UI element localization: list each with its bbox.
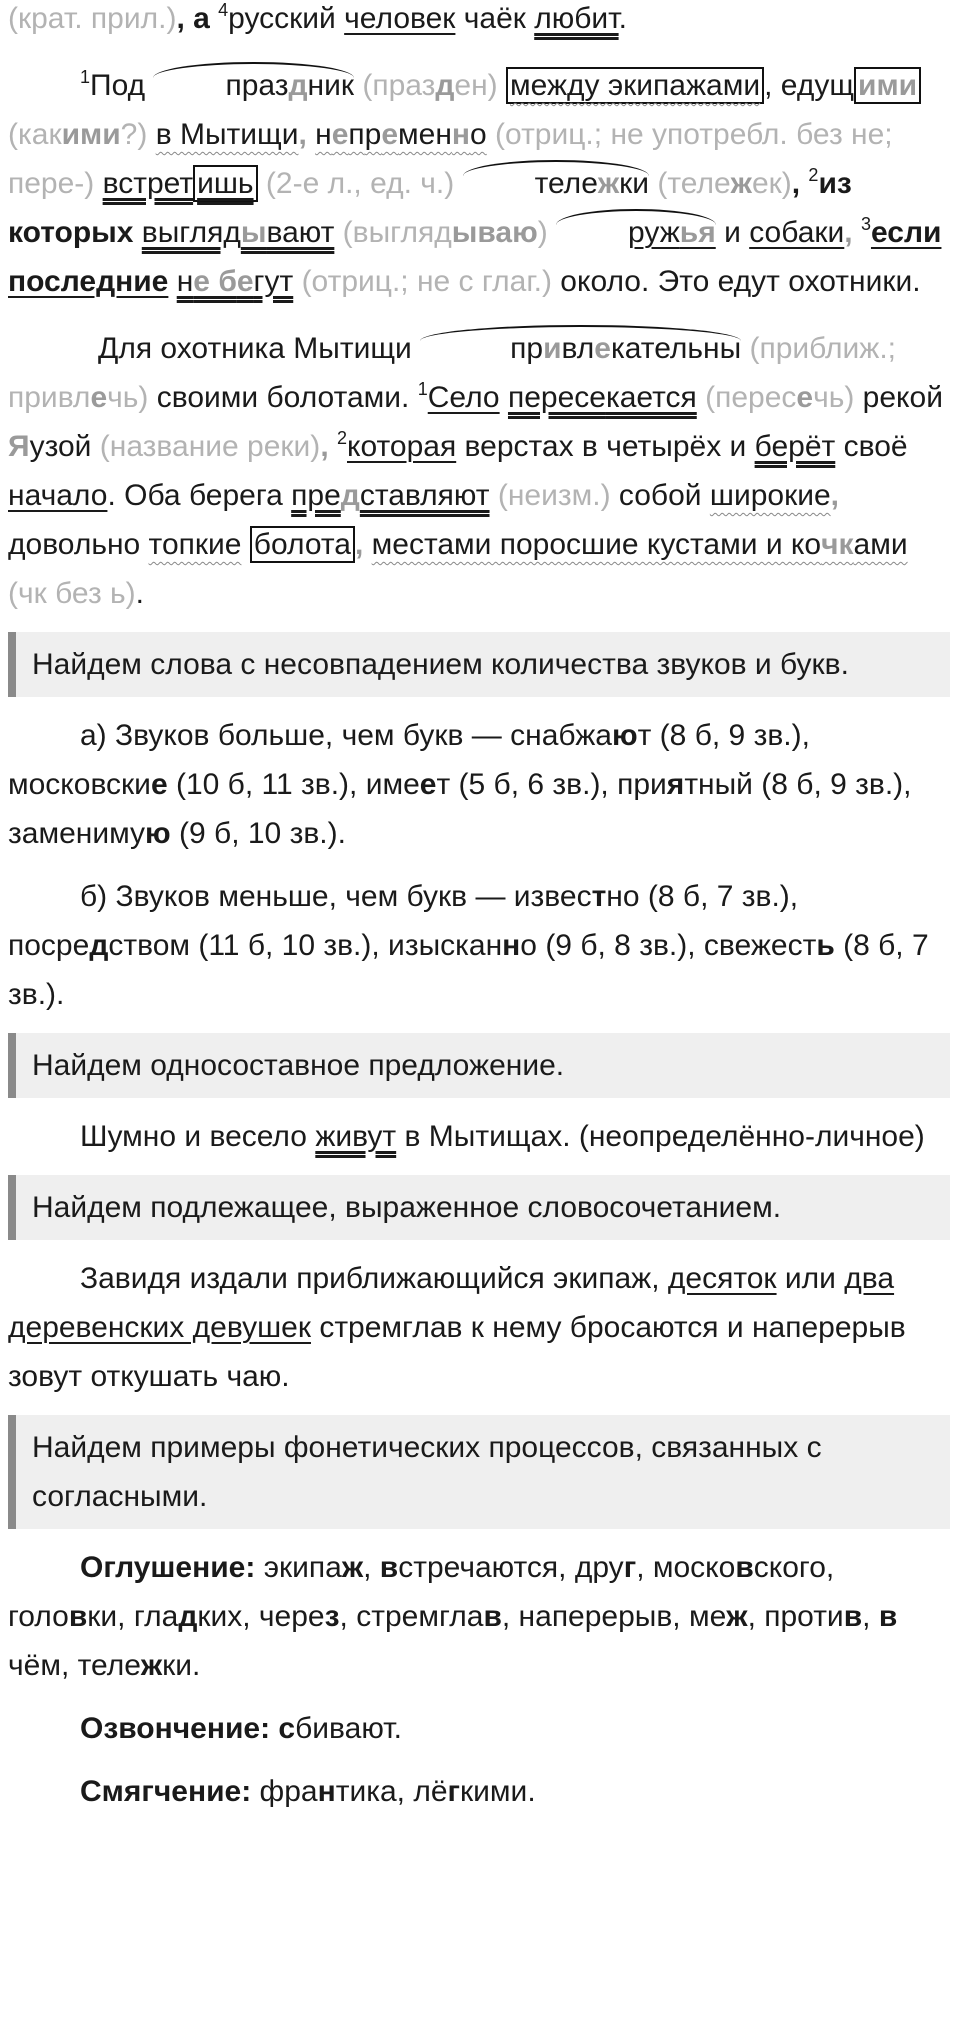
paragraph-1: $^1$Под праздник (празден) между экипажами , едущ ими (какими?) в Мытищи, непременно (отриц.; не употребл. без не; пере-) встрет ишь (2-е л., ед. ч.) тележки (тележек), $^2$из которых выглядывают (выглядываю) ружья и собаки, $^3$если последние не бегут (отриц.; не с глаг.) около. Это едут охотники. bbox=[0, 61, 960, 306]
paragraph-more-sounds: а) Звуков больше, чем букв — снабжают (8 б, 9 зв.), московские (10 б, 11 зв.), имеет (5 б, 6 зв.), приятный (8 б, 9 зв.), заменимую (9 б, 10 зв.). bbox=[8, 719, 912, 850]
paragraph-subject: Завидя издали приближающийся экипаж, десяток или два деревенских девушек стремглав к нему бросаются и наперерыв зовут откушать чаю. bbox=[8, 1262, 906, 1393]
paragraph-softening: Смягчение: франтика, лёгкими. bbox=[80, 1775, 536, 1808]
subject-word: человек bbox=[344, 2, 456, 35]
word: чаёк bbox=[455, 2, 535, 35]
root-mark: тележки bbox=[463, 159, 649, 208]
note: (крат. прил.) bbox=[8, 2, 177, 35]
paragraph-2: Для охотника Мытищи привлекательны (приближ.; привлечь) своими болотами. $^1$Село пересекается (пересечь) рекой Яузой (название реки), $^2$которая верстах в четырёх и берёт своё начало. Оба берега представляют (неизм.) собой широкие, довольно топкие болота , местами поросшие кустами и кочками (чк без ь). bbox=[0, 324, 960, 618]
root-mark: праздник bbox=[153, 61, 354, 110]
section-header-phonetic: Найдем примеры фонетических процессов, связанных с согласными. bbox=[8, 1415, 950, 1529]
word-непременно: непременно bbox=[315, 118, 487, 151]
superscript: 4 bbox=[218, 0, 229, 20]
section-header-subject-phrase: Найдем подлежащее, выраженное словосочетанием. bbox=[8, 1175, 950, 1240]
intro-line: (крат. прил.), а $^4$русский человек чаёк любит. bbox=[8, 0, 627, 35]
punct: , а bbox=[176, 2, 219, 35]
paragraph-devoicing: Оглушение: экипаж, встречаются, друг, московского, головки, гладких, через, стремглав, наперерыв, меж, против, в чём, тележки. bbox=[8, 1551, 898, 1682]
paragraph-one-part: Шумно и весело живут в Мытищах. (неопределённо-личное) bbox=[80, 1120, 925, 1153]
boxed-ending: ими bbox=[854, 67, 921, 104]
section-header-one-part-sentence: Найдем односоставное предложение. bbox=[8, 1033, 950, 1098]
boxed-phrase: между экипажами bbox=[506, 67, 764, 104]
section-header-sounds-letters: Найдем слова с несовпадением количества звуков и букв. bbox=[8, 632, 950, 697]
word: русский bbox=[228, 2, 345, 35]
paragraph-fewer-sounds: б) Звуков меньше, чем букв — известно (8 б, 7 зв.), посредством (11 б, 10 зв.), изысканно (9 б, 8 зв.), свежесть (8 б, 7 зв.). bbox=[8, 880, 929, 1011]
word-встретишь: встрет ишь bbox=[103, 165, 258, 202]
predicate-word: любит bbox=[534, 2, 619, 35]
paragraph-voicing: Озвончение: сбивают. bbox=[80, 1712, 402, 1745]
